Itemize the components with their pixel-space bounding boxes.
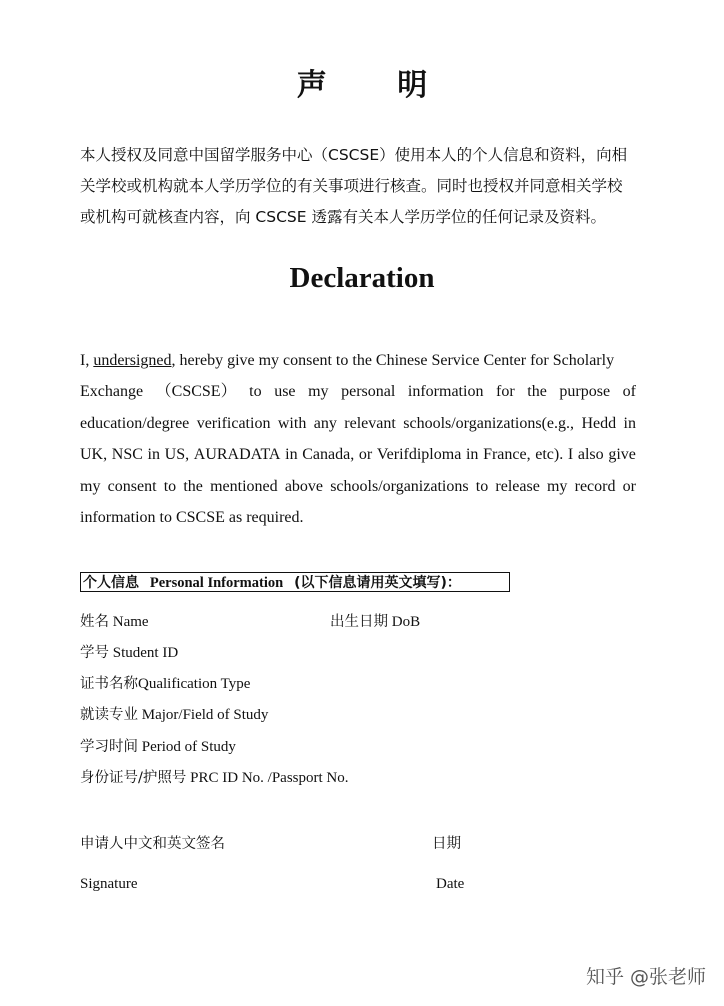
word: UK, bbox=[80, 446, 108, 464]
dob-field bbox=[330, 610, 420, 631]
period-field bbox=[80, 735, 236, 756]
qualification-label-en: Qualification Type bbox=[138, 676, 251, 692]
period-label-en: Period of Study bbox=[141, 739, 236, 755]
english-paragraph-line-2 bbox=[80, 376, 636, 407]
word: Hedd bbox=[581, 414, 617, 432]
word: Exchange bbox=[80, 383, 144, 401]
word: or bbox=[358, 446, 373, 464]
word: record bbox=[574, 477, 616, 495]
date-cn-label bbox=[432, 832, 461, 853]
word: Verifdiploma bbox=[376, 446, 462, 464]
word: in bbox=[147, 446, 160, 464]
word: purpose bbox=[559, 383, 611, 401]
word: mentioned bbox=[210, 477, 278, 495]
english-title: Declaration bbox=[289, 262, 435, 294]
word: of bbox=[622, 383, 636, 401]
word: information bbox=[407, 383, 484, 401]
word: in bbox=[465, 446, 479, 464]
chinese-paragraph bbox=[80, 140, 636, 233]
qualification-label-cn: 证书名称 bbox=[80, 676, 138, 692]
signature-cn-text: 申请人中文和英文签名 bbox=[80, 836, 225, 852]
id-label-en: PRC ID No. /Passport No. bbox=[190, 770, 349, 786]
word: verification bbox=[196, 414, 271, 432]
date-en-label: Date bbox=[436, 876, 465, 892]
word: to bbox=[475, 477, 489, 495]
word: with bbox=[277, 414, 307, 432]
line1-prefix: I, bbox=[80, 352, 90, 369]
english-paragraph-line-3 bbox=[80, 408, 636, 439]
date-cn-text: 日期 bbox=[432, 836, 461, 852]
personal-info-header-note: (以下信息请用英文填写)： bbox=[294, 575, 461, 591]
word: release bbox=[495, 477, 540, 495]
word: give bbox=[608, 446, 636, 464]
word: my bbox=[546, 477, 568, 495]
word: personal bbox=[341, 383, 396, 401]
student-id-label-cn: 学号 bbox=[80, 645, 109, 661]
english-paragraph bbox=[80, 345, 636, 533]
word: in bbox=[623, 414, 636, 432]
word: the bbox=[527, 383, 547, 401]
word: education/degree bbox=[80, 414, 190, 432]
word: schools/organizations(e.g., bbox=[403, 414, 575, 432]
word: schools/organizations bbox=[330, 477, 469, 495]
word: the bbox=[183, 477, 203, 495]
word: my bbox=[308, 383, 329, 401]
name-label-en: Name bbox=[112, 614, 149, 630]
period-label-cn: 学习时间 bbox=[80, 739, 138, 755]
word: （CSCSE） bbox=[155, 383, 237, 401]
word: my bbox=[80, 477, 101, 495]
english-paragraph-line-1 bbox=[80, 345, 636, 376]
word: in bbox=[285, 446, 298, 464]
dob-label-cn: 出生日期 bbox=[330, 614, 388, 630]
zhihu-watermark: 知乎 @张老师 bbox=[585, 966, 706, 988]
personal-info-header-cn: 个人信息 bbox=[83, 575, 139, 591]
word: US, bbox=[164, 446, 190, 464]
word: use bbox=[274, 383, 296, 401]
name-label-cn: 姓名 bbox=[80, 614, 109, 630]
english-paragraph-line-4 bbox=[80, 439, 636, 470]
dob-label-en: DoB bbox=[391, 614, 421, 630]
word: for bbox=[496, 383, 515, 401]
major-label-cn: 就读专业 bbox=[80, 707, 138, 723]
chinese-paragraph-line-2: 关学校或机构就本人学历学位的有关事项进行核查。同时也授权并同意相关学校 bbox=[80, 177, 623, 195]
word: also bbox=[577, 446, 604, 464]
word: I bbox=[567, 446, 574, 464]
chinese-title: 声 明 bbox=[296, 68, 458, 103]
line1-rest: , hereby give my consent to the Chinese Service Center for Scholarly bbox=[171, 352, 615, 369]
word: relevant bbox=[344, 414, 396, 432]
word: AURADATA bbox=[193, 446, 281, 464]
signature-en-label: Signature bbox=[80, 876, 138, 892]
english-paragraph-line-5 bbox=[80, 471, 636, 502]
undersigned-text: undersigned bbox=[93, 352, 172, 369]
signature-cn-label bbox=[80, 832, 225, 853]
word: France, bbox=[483, 446, 531, 464]
word: to bbox=[249, 383, 262, 401]
name-field bbox=[80, 610, 149, 631]
word: above bbox=[284, 477, 324, 495]
student-id-label-en: Student ID bbox=[112, 645, 179, 661]
word: or bbox=[622, 477, 636, 495]
chinese-paragraph-line-3: 或机构可就核查内容，向 CSCSE 透露有关本人学历学位的任何记录及资料。 bbox=[80, 208, 606, 226]
word: any bbox=[313, 414, 337, 432]
personal-info-header bbox=[80, 572, 510, 592]
id-passport-field bbox=[80, 766, 349, 787]
word: to bbox=[163, 477, 177, 495]
word: etc). bbox=[535, 446, 564, 464]
word: consent bbox=[107, 477, 157, 495]
student-id-field bbox=[80, 641, 178, 662]
id-label-cn: 身份证号/护照号 bbox=[80, 770, 187, 786]
personal-info-header-en: Personal Information bbox=[149, 575, 284, 591]
qualification-field bbox=[80, 672, 250, 693]
english-paragraph-line-6: information to CSCSE as required. bbox=[80, 509, 304, 527]
word: Canada, bbox=[302, 446, 355, 464]
major-field bbox=[80, 703, 268, 724]
word: NSC bbox=[111, 446, 143, 464]
chinese-paragraph-line-1: 本人授权及同意中国留学服务中心（CSCSE）使用本人的个人信息和资料，向相 bbox=[80, 146, 628, 164]
major-label-en: Major/Field of Study bbox=[141, 707, 269, 723]
